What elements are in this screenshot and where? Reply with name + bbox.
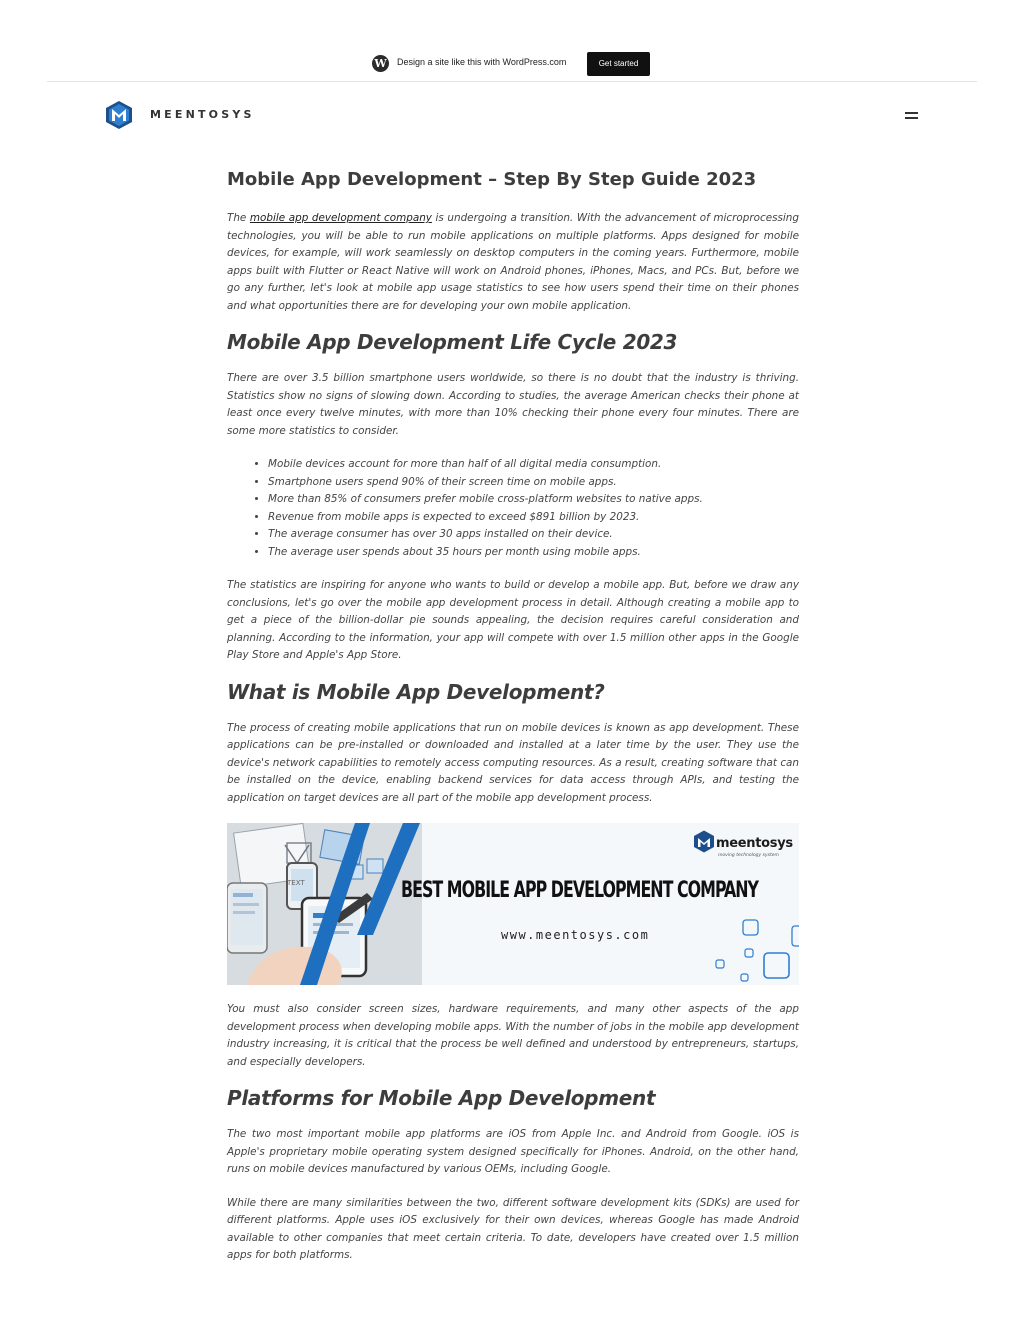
list-item: • Smartphone users spend 90% of their screen time on mobile apps. <box>268 474 799 492</box>
meentosys-logo-icon[interactable] <box>104 100 134 130</box>
list-item: • The average user spends about 35 hours per month using mobile apps. <box>268 544 799 562</box>
platforms-paragraph-1: The two most important mobile app platforms are iOS from Apple Inc. and Android from Google. iOS is Apple's proprietary mobile operating system designed specifically for iPhones. Android, on the other hand, runs on mobile devices manufactured by various OEMs, including Google. <box>227 1128 799 1175</box>
platforms-paragraph-2: While there are many similarities between the two, different software development kits (SDKs) are used for different platforms. Apple uses iOS exclusively for their own devices, whereas Google has made Android available to other companies that meet certain criteria. To date, developers have created over 1.5 million apps for both platforms. <box>227 1196 799 1261</box>
banner-brand: meentosys <box>716 836 793 851</box>
list-item: • Revenue from mobile apps is expected to exceed $891 billion by 2023. <box>268 509 799 527</box>
sketch-text-label: TEXT <box>287 879 305 887</box>
list-item: • The average consumer has over 30 apps installed on their device. <box>268 526 799 544</box>
heading-what-is: What is Mobile App Development? <box>227 679 605 704</box>
screens-paragraph: You must also consider screen sizes, hardware requirements, and many other aspects of the app development process when developing mobile apps. With the number of jobs in the mobile app development industry increasing, it is critical that the process be well defined and understood by entrepreneurs, startups, and especially developers. <box>227 1003 799 1068</box>
wordpress-promo-bar <box>0 0 1024 82</box>
promo-bar-divider <box>47 81 977 82</box>
article-title: Mobile App Development – Step By Step Guide 2023 <box>227 169 757 190</box>
banner-tagline: moving technology system <box>718 853 779 858</box>
banner-headline: BEST MOBILE APP DEVELOPMENT COMPANY <box>401 878 759 903</box>
hamburger-menu-icon[interactable] <box>905 111 919 121</box>
heading-lifecycle: Mobile App Development Life Cycle 2023 <box>227 330 678 354</box>
lifecycle-paragraph: There are over 3.5 billion smartphone users worldwide, so there is no doubt that the industry is thriving. Statistics show no signs of slowing down. According to studies, the average American checks their phone at least once every twelve minutes, with more than 10% checking their phone every four minutes. There are some more statistics to consider. <box>227 372 799 437</box>
banner-image <box>227 823 799 985</box>
banner-decor <box>227 823 799 985</box>
what-is-paragraph: The process of creating mobile applications that run on mobile devices is known as app development. These applications can be pre-installed or downloaded and installed at a later time by the user. They use the device's network capabilities to remotely access computing resources. As a result, creating software that can be installed on the device, enabling backend services for data access through APIs, and testing the application on target devices are all part of the mobile app development process. <box>227 721 799 804</box>
article <box>227 165 799 1265</box>
intro-paragraph: The mobile app development company is undergoing a transition. With the advancement of microprocessing technologies, you will be able to run mobile applications on multiple platforms. Apps designed for mobile devices, for example, will work seamlessly on desktop computers in the coming years. Furthermore, mobile apps built with Flutter or React Native will work on Android phones, iPhones, Macs, and PCs. But, before we go any further, let's look at mobile app usage statistics to see how users spend their time on their phones and what opportunities there are for developing your own mobile application. <box>227 212 799 312</box>
stats-followup-paragraph: The statistics are inspiring for anyone who wants to build or develop a mobile app. But, before we draw any conclusions, let's go over the mobile app development process in detail. Although creating a mobile app to get a piece of the billion-dollar pie sounds appealing, the decision requires careful consideration and planning. According to the information, your app will compete with over 1.5 million other apps in the Google Play Store and Apple's App Store. <box>227 579 799 661</box>
list-item: • Mobile devices account for more than half of all digital media consumption. <box>268 456 799 474</box>
mobile-app-development-company-link[interactable]: mobile app development company <box>249 212 432 224</box>
heading-platforms: Platforms for Mobile App Development <box>227 1086 656 1110</box>
site-brand-name[interactable]: MEENTOSYS <box>150 108 255 121</box>
get-started-button[interactable]: Get started <box>587 52 650 76</box>
wordpress-promo-text: Design a site like this with WordPress.com <box>397 57 567 67</box>
banner-url: www.meentosys.com <box>501 928 650 942</box>
wordpress-logo-icon: W <box>372 55 389 72</box>
list-item: • More than 85% of consumers prefer mobile cross-platform websites to native apps. <box>268 491 799 509</box>
stats-list <box>227 456 799 561</box>
